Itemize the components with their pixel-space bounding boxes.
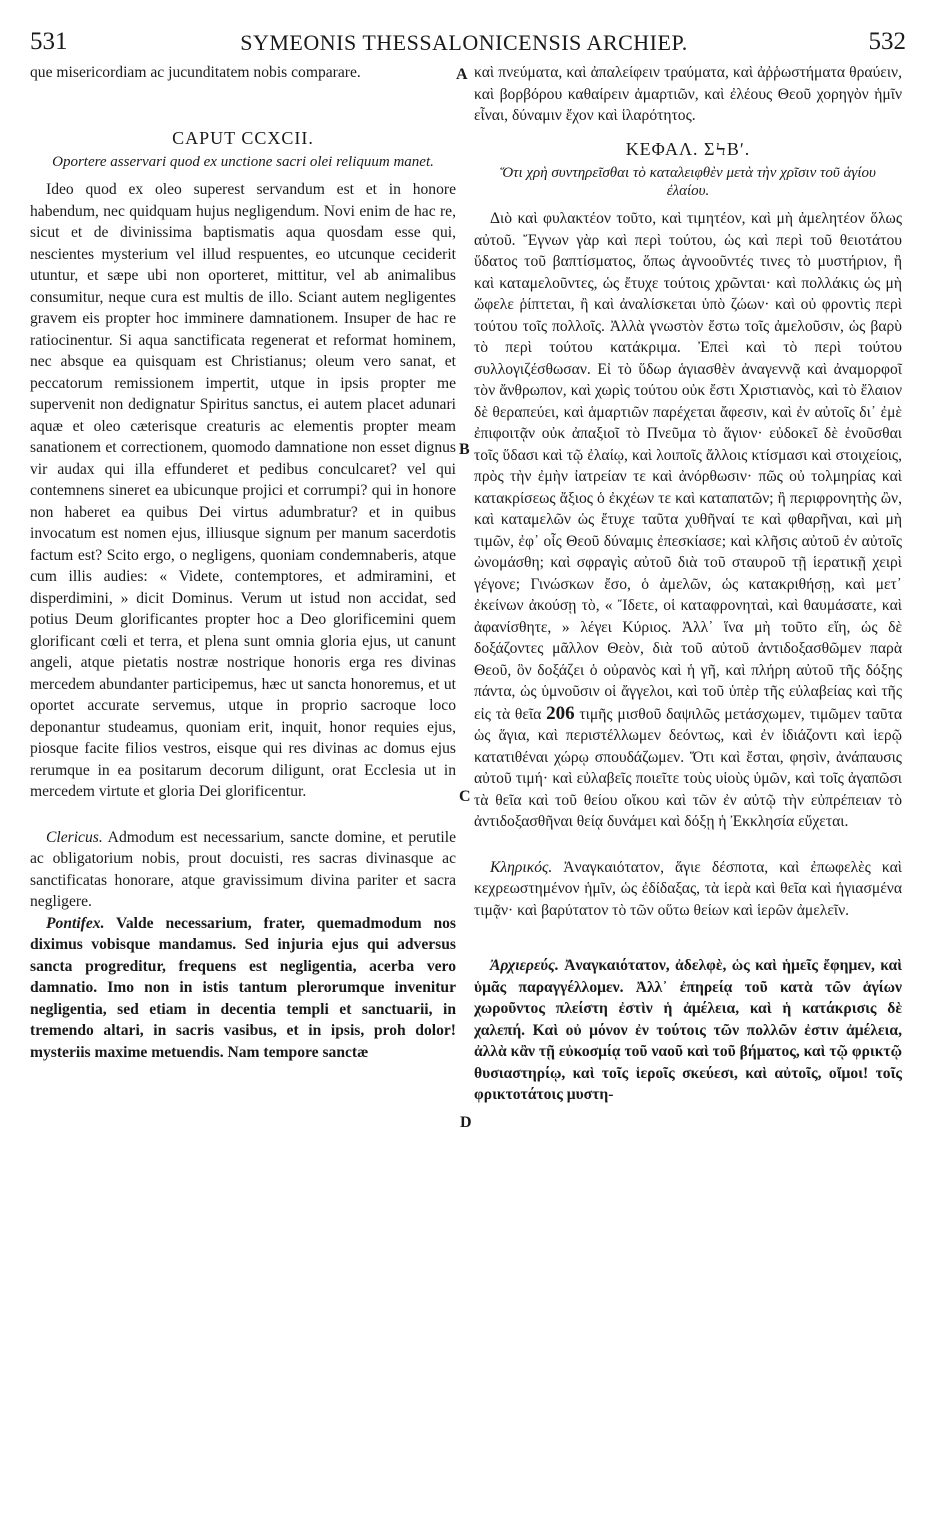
latin-clericus-paragraph: [30, 827, 456, 913]
right-page-number: 532: [868, 28, 906, 55]
latin-clericus-text: Admodum est necessarium, sancte domine, et perutile ac obligatorium nobis, prout docuisti, res sacras divinasque ac sanctificatas honorare, atque gravissimum divina pariter et sacra negligere.: [30, 828, 456, 910]
latin-pontifex-label: Pontifex.: [46, 914, 105, 932]
greek-pontifex-paragraph: [474, 955, 902, 1106]
greek-page-reference: 206: [546, 702, 575, 724]
latin-column: [30, 62, 456, 1063]
section-marker-d: D: [460, 1114, 472, 1131]
latin-chapter-title: CAPUT CCXCII.: [172, 127, 314, 148]
greek-clericus-text: Ἀναγκαιότατον, ἅγιε δέσποτα, καὶ ἐπωφελὲς καὶ κεχρεωστημένον ἡμῖν, ὡς ἐδίδαξας, τὰ ἱερὰ καὶ θεῖα καὶ ἡγιασμένα τιμᾷν· καὶ βαρύτατον τὸ τῶν οὕτω θείων καὶ ἱερῶν ἀμελεῖν.: [474, 858, 902, 919]
greek-clericus-label: Κληρικός.: [490, 858, 553, 876]
greek-body-part1: Διὸ καὶ φυλακτέον τοῦτο, καὶ τιμητέον, καὶ μὴ ἀμελητέον ὅλως αὐτοῦ. Ἔγνων γὰρ καὶ περὶ τούτου, ὡς καὶ περὶ τοῦ θειοτάτου ὕδατος τοῦ βαπτίσματος, ὅπως ἀγνοοῦντές τινες τὸ μυστήριον, ἢ καὶ καταμελοῦντες, ὡς ἔτυχε τούτοις χρῶνται· καὶ πολλάκις ὡς μὴ ὤφελε ῥίπτεται, ἢ καὶ ἀναλίσκεται ὑπὸ ζώων· καὶ οὐ φροντὶς περὶ τούτου τοῖς πολλοῖς. Ἀλλὰ γνωστὸν ἔστω τοῖς ἀμελοῦσιν, ὡς βαρὺ τὸ περὶ τούτου κατάκριμα. Ἐπεὶ καὶ τὸ περὶ τούτου συλλογιζέσθωσαν. Εἰ τὸ ὕδωρ ἁγιασθὲν ἀναγεννᾷ καὶ ἀναμορφοῖ τὸν ἄνθρωπον, καὶ χωρὶς τούτου οὐκ ἔστι Χριστιανὸς, καὶ τὸ ἔλαιον δὲ θεραπεύει, καὶ ἁμαρτιῶν παρέχεται ἄφεσιν, καὶ ἐν αὐτοῖς δι᾽ ἐμὲ ἐπιφοιτᾷν οὐκ ἀπαξιοῖ τὸ Πνεῦμα τὸ ἅγιον· εὐδοκεῖ δὲ ἑνοῦσθαι τοῖς ὕδασι καὶ τῷ ἐλαίῳ, καὶ λοιποῖς ἄλλοις κτίσμασι καὶ στοιχείοις, πρὸς τὴν ἐμὴν ἰατρείαν τε καὶ ἀνόρθωσιν· πῶς οὐ τολμηρίας καὶ κατακρίσεως ἄξιος ὁ ἐκχέων τε καὶ καταπατῶν; ἢ περιφρονητὴς ὢν, καὶ καταμελῶν ὡς ἔτυχε ταῦτα χυθῆναί τε καὶ φθαρῆναι, καὶ μὴ τιμῶν, ἐφ᾽ οἷς Θεοῦ δύναμις ἐπεσκίασε; καὶ κλῆσις αὐτοῦ ἐν αὐτοῖς ὠνομάσθη; καὶ σφραγὶς αὐτοῦ διὰ τοῦ σταυροῦ τῇ ἱερατικῇ χειρὶ γέγονε; Γινώσκων ἔσο, ὁ ἀμελῶν, ὡς κατακριθήσῃ, καὶ μετ᾽ ἐκείνων ἀκούσῃ τὸ, « Ἴδετε, οἱ καταφρονηταὶ, καὶ θαυμάσατε, καὶ ἀφανίσθητε, » λέγει Κύριος. Ἀλλ᾽ ἵνα μὴ τοῦτο εἴη, ὡς δὲ δοξάζοντες μᾶλλον Θεὸν, διὰ τοῦ αὐτοῦ ἀντιδοξασθῶμεν παρὰ Θεοῦ, ὃν δοξάζει ὁ οὐρανὸς καὶ ἡ γῆ, καὶ πλήρη αὐτοῦ τῆς δόξης πάντα, ὡς ὑμνοῦσιν οἱ ἄγγελοι, καὶ τοῦ ὑπὲρ τῆς εὐλαβείας καὶ τῆς εἰς τὰ θεῖα: [474, 210, 902, 723]
greek-pontifex-text: Ἀναγκαιότατον, ἀδελφὲ, ὡς καὶ ἡμεῖς ἔφημεν, καὶ ὑμᾶς παραγγέλλομεν. Ἀλλ᾽ ἐπηρείᾳ τοῦ κατὰ τῶν ἁγίων χωροῦντος πλείστη ἐστὶν ἡ ἀμέλεια, καὶ ἡ κατάκρισις δὲ χαλεπή. Καὶ οὐ μόνον ἐν τούτοις τῶν πολλῶν ἐστιν ἀμέλεια, ἀλλὰ κἂν τῇ εὐκοσμίᾳ τοῦ ναοῦ καὶ τοῦ βήματος, καὶ τῷ φρικτῷ θυσιαστηρίῳ, καὶ τοῖς ἱεροῖς σκεύεσι, καὶ αὐτοῖς, οἴμοι! τοῖς φρικτοτάτοις μυστη-: [474, 957, 902, 1103]
page-header: [0, 28, 928, 62]
left-page-number: 531: [30, 28, 68, 55]
latin-chapter-subtitle: Oportere asservari quod ex unctione sacri olei reliquum manet.: [52, 154, 434, 170]
latin-clericus-label: Clericus.: [46, 828, 103, 846]
greek-pontifex-label: Ἀρχιερεύς.: [490, 957, 559, 974]
greek-intro: καὶ πνεύματα, καὶ ἀπαλείφειν τραύματα, καὶ ἀῤῥωστήματα θραύειν, καὶ βορβόρου καθαίρειν ἁμαρτιῶν, καὶ ἐλέους Θεοῦ χορηγὸν ἡμῖν εἶναι, δύναμιν ἔχον καὶ ἱλαρότητος.: [474, 64, 902, 124]
latin-pontifex-paragraph: [30, 913, 456, 1064]
latin-pontifex-text: Valde necessarium, frater, quemadmodum nos diximus vobisque mandamus. Sed injuria ejus qui adversus sancta progreditur, frequens est negligentia, acerba vero damnatio. Imo non in istis tantum plerorumque invenitur negligentia, sed etiam in decentia templi et sanctuarii, in tremendo altari, in sacris vasibus, et in ipsis, proh dolor! mysteriis maxime metuendis. Nam tempore sanctæ: [30, 914, 456, 1061]
section-marker-a: A: [456, 66, 468, 83]
greek-body-part2: τιμῆς μισθοῦ δαψιλῶς μετάσχωμεν, τιμῶμεν ταῦτα ὡς ἅγια, καὶ περιστέλλωμεν δεόντως, καὶ ἐν ἰδιάζοντι καὶ ἱερῷ κατατιθέναι χώρῳ σπουδάζωμεν. Ὅτι καὶ ἔσται, φησὶν, ἀνάπαυσις αὐτοῦ τιμή· καὶ εὐλαβεῖς ποιεῖτε τοὺς υἱοὺς ὑμῶν, καὶ τοῖς ἀγαπῶσι τὰ θεῖα καὶ τοῦ θείου οἴκου καὶ τῶν ἐν αὐτῷ τὴν εὐπρέπειαν τὸ ἀντιδοξασθῆναι θείᾳ δυνάμει καὶ δόξῃ ἡ Ἐκκλησία εὔχεται.: [474, 705, 902, 830]
latin-intro: que misericordiam ac jucunditatem nobis comparare.: [30, 64, 361, 81]
latin-body: Ideo quod ex oleo superest servandum est et in honore habendum, nec quidquam hujus negligendum. Novi enim de hac re, sicut et de divinissima baptismatis aqua quosdam esse qui, nescientes mysterium vel illud respuentes, eo utcunque ceciderit utuntur, et sæpe ubi non oporteret, mittitur, vel ab animalibus consumitur, neque cura est multis de illo. Sciant autem negligentes gravem eis propter hoc imminere damnationem. Insuper de hac re ratiocinentur. Si aqua sanctificata regenerat et reformat hominem, nec absque ea quisquam est Christianus; oleum vero sanat, et peccatorum remissionem impertit, utque in ipsis propter me supervenit non dedignatur Spiritus sanctus, ei autem placet adunari aquæ et oleo cæterisque creaturis ac elementis propter meam sanationem et correctionem, quomodo damnatione non esset dignus vir audax qui illa effunderet et pedibus conculcaret? vel qui contemnens sineret ea ubicunque projici et corrumpi? qui in honore non haberet ea quibus Dei virtus adumbratur? et in quibus invocatum est nomen ejus, illiusque signum per manum sacerdotis factum est? Scito ergo, o negligens, quoniam condemnaberis, atque cum illis audies: « Videte, contemptores, et admiramini, et disperdimini, » dicit Dominus. Verum ut istud non accidat, sed potius Deum glorificantes propter hoc a Deo glorificemini quem glorificant cœli et terra, et plena sunt omnia gloria ejus, ut canunt angeli, atque pietatis nostræ nostrique honoris erga res divinas mercedem abundanter participemus, hæc ut sancta honoremus, et ut oportet accurate servemus, utque in proprio sacroque loco deponantur studeamus, quoniam erit, inquit, honor requies ejus, piosque facite filios vestros, eisque qui res divinas ac domus ejus rerumque in ea positarum decorum diligunt, orat Ecclesia ut in mercedem virtute et gloria Dei glorificentur.: [30, 181, 456, 800]
section-marker-c: C: [459, 788, 471, 805]
greek-clericus-paragraph: [474, 857, 902, 922]
greek-chapter-title: ΚΕΦΑΛ. ΣϞΒʹ.: [625, 138, 751, 159]
running-title: SYMEONIS THESSALONICENSIS ARCHIEP.: [240, 30, 688, 55]
greek-body: [474, 208, 902, 833]
greek-column: [474, 62, 902, 1106]
section-marker-b: B: [459, 441, 470, 458]
greek-chapter-subtitle: Ὅτι χρὴ συντηρεῖσθαι τὸ καταλειφθὲν μετὰ τὴν χρῖσιν τοῦ ἁγίου ἐλαίου.: [500, 165, 876, 199]
